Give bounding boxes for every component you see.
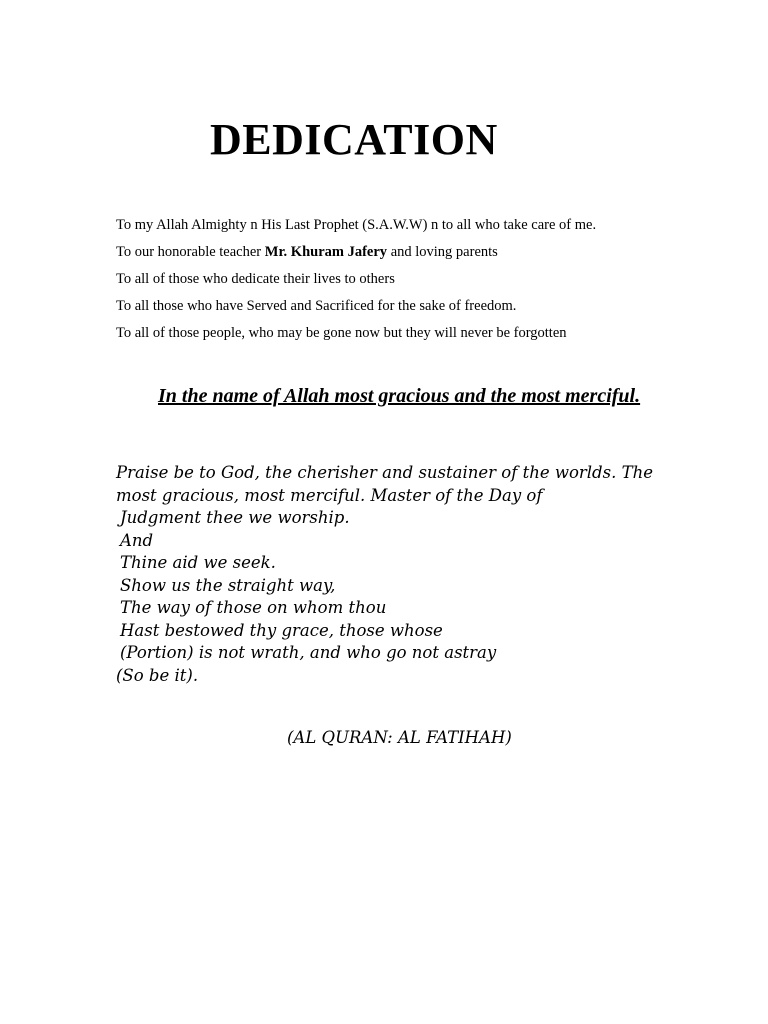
dedication-line: To all of those people, who may be gone now but they will never be forgotten — [116, 325, 567, 341]
verse-line: (Portion) is not wrath, and who go not astray — [120, 643, 497, 662]
verse-line: Praise be to God, the cherisher and sustainer of the worlds. The — [116, 463, 653, 482]
verse-line: (So be it). — [116, 665, 199, 685]
dedication-line-teacher — [116, 241, 676, 268]
dedication-text: To our honorable teacher — [116, 244, 265, 260]
dedication-line: To my Allah Almighty n His Last Prophet (S.A.W.W) n to all who take care of me. — [116, 217, 597, 233]
verse-block — [116, 462, 676, 687]
dedication-line: To all of those who dedicate their lives to others — [116, 271, 395, 287]
verse-line: Judgment thee we worship. — [120, 508, 350, 527]
bismillah-heading: In the name of Allah most gracious and the most merciful. — [158, 385, 641, 407]
dedication-line: To all those who have Served and Sacrificed for the sake of freedom. — [116, 298, 517, 314]
verse-line: most gracious, most merciful. Master of the Day of — [116, 485, 543, 505]
dedication-text: and loving parents — [387, 244, 498, 260]
verse-reference: (AL QURAN: AL FATIHAH) — [287, 728, 512, 747]
verse-line: Show us the straight way, — [120, 575, 336, 595]
verse-line: Thine aid we seek. — [120, 553, 276, 572]
verse-line: The way of those on whom thou — [120, 598, 387, 617]
page-title: DEDICATION — [210, 115, 498, 164]
dedication-list — [116, 214, 676, 349]
verse-line: Hast bestowed thy grace, those whose — [120, 620, 443, 640]
verse-line: And — [120, 530, 154, 550]
teacher-name: Mr. Khuram Jafery — [264, 244, 388, 260]
